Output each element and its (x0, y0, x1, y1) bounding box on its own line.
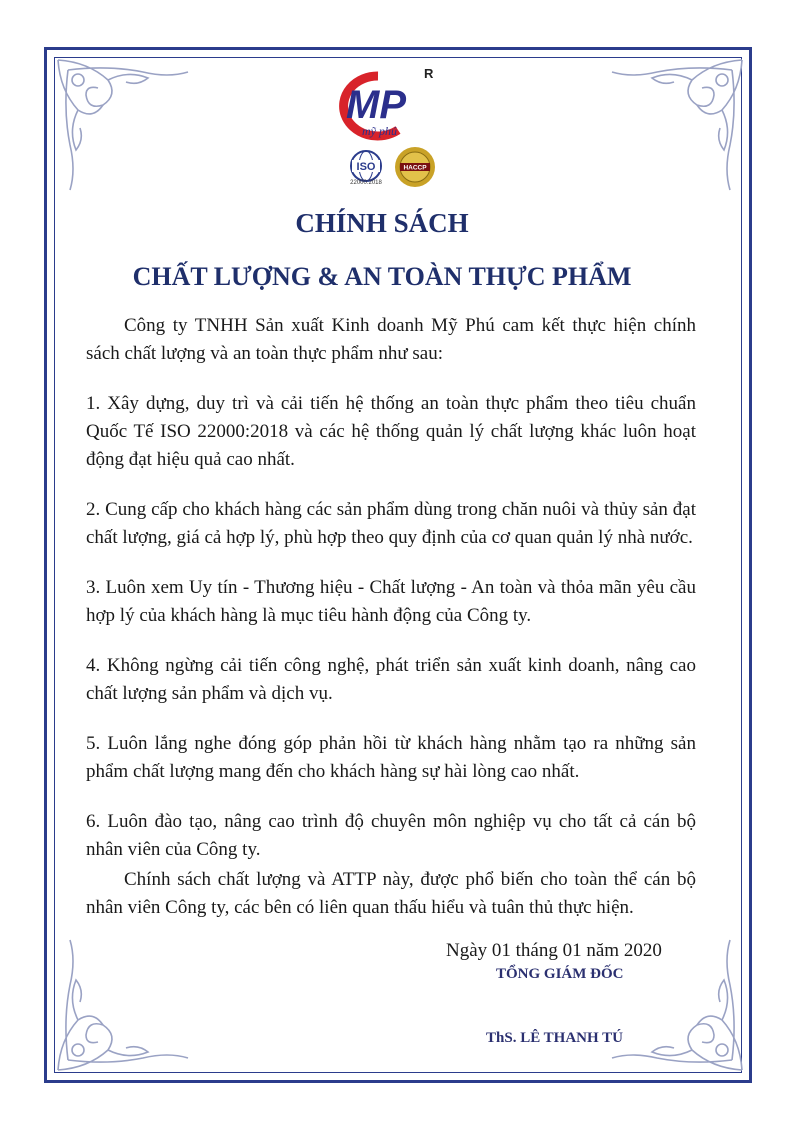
page-subtitle: CHẤT LƯỢNG & AN TOÀN THỰC PHẨM (132, 262, 632, 291)
policy-item: 2. Cung cấp cho khách hàng các sản phẩm dùng trong chăn nuôi và thủy sản đạt chất lượng, giá cả hợp lý, phù hợp theo quy định của cơ quan quản lý nhà nước. (86, 499, 696, 548)
signer-name: ThS. LÊ THANH TÚ (486, 1030, 623, 1046)
intro-paragraph: Công ty TNHH Sản xuất Kinh doanh Mỹ Phú cam kết thực hiện chính sách chất lượng và an toàn thực phẩm như sau: (86, 315, 696, 364)
haccp-label: HACCP (403, 164, 427, 172)
logo-subtitle: mỹ phú (362, 124, 397, 138)
iso-year: 22000:2018 (350, 180, 382, 186)
signer-role: TỔNG GIÁM ĐỐC (496, 966, 624, 982)
policy-item: 3. Luôn xem Uy tín - Thương hiệu - Chất lượng - An toàn và thỏa mãn yêu cầu hợp lý của khách hàng là mục tiêu hành động của Công ty. (86, 577, 696, 626)
corner-ornament-bottom-left (48, 930, 198, 1080)
corner-ornament-top-right (602, 50, 752, 200)
issue-date: Ngày 01 tháng 01 năm 2020 (446, 940, 662, 961)
logo-letters: MP (346, 83, 406, 127)
registered-mark: R (424, 66, 434, 81)
corner-ornament-top-left (48, 50, 198, 200)
page-title: CHÍNH SÁCH (295, 208, 469, 238)
policy-item: 6. Luôn đào tạo, nâng cao trình độ chuyên môn nghiệp vụ cho tất cả cán bộ nhân viên của Công ty. (86, 811, 696, 860)
policy-body (86, 312, 696, 922)
closing-paragraph: Chính sách chất lượng và ATTP này, được phổ biến cho toàn thể cán bộ nhân viên Công ty, các bên có liên quan thấu hiểu và tuân thủ thực hiện. (86, 869, 696, 918)
policy-item: 5. Luôn lắng nghe đóng góp phản hồi từ khách hàng nhằm tạo ra những sản phẩm chất lượng mang đến cho khách hàng sự hài lòng cao nhất. (86, 733, 696, 782)
haccp-seal (394, 146, 436, 188)
policy-item: 4. Không ngừng cải tiến công nghệ, phát triển sản xuất kinh doanh, nâng cao chất lượng sản phẩm và dịch vụ. (86, 655, 696, 704)
iso-label: ISO (356, 161, 376, 173)
policy-item: 1. Xây dựng, duy trì và cải tiến hệ thống an toàn thực phẩm theo tiêu chuẩn Quốc Tế ISO 22000:2018 và các hệ thống quản lý chất lượng khác luôn hoạt động đạt hiệu quả cao nhất. (86, 393, 696, 470)
